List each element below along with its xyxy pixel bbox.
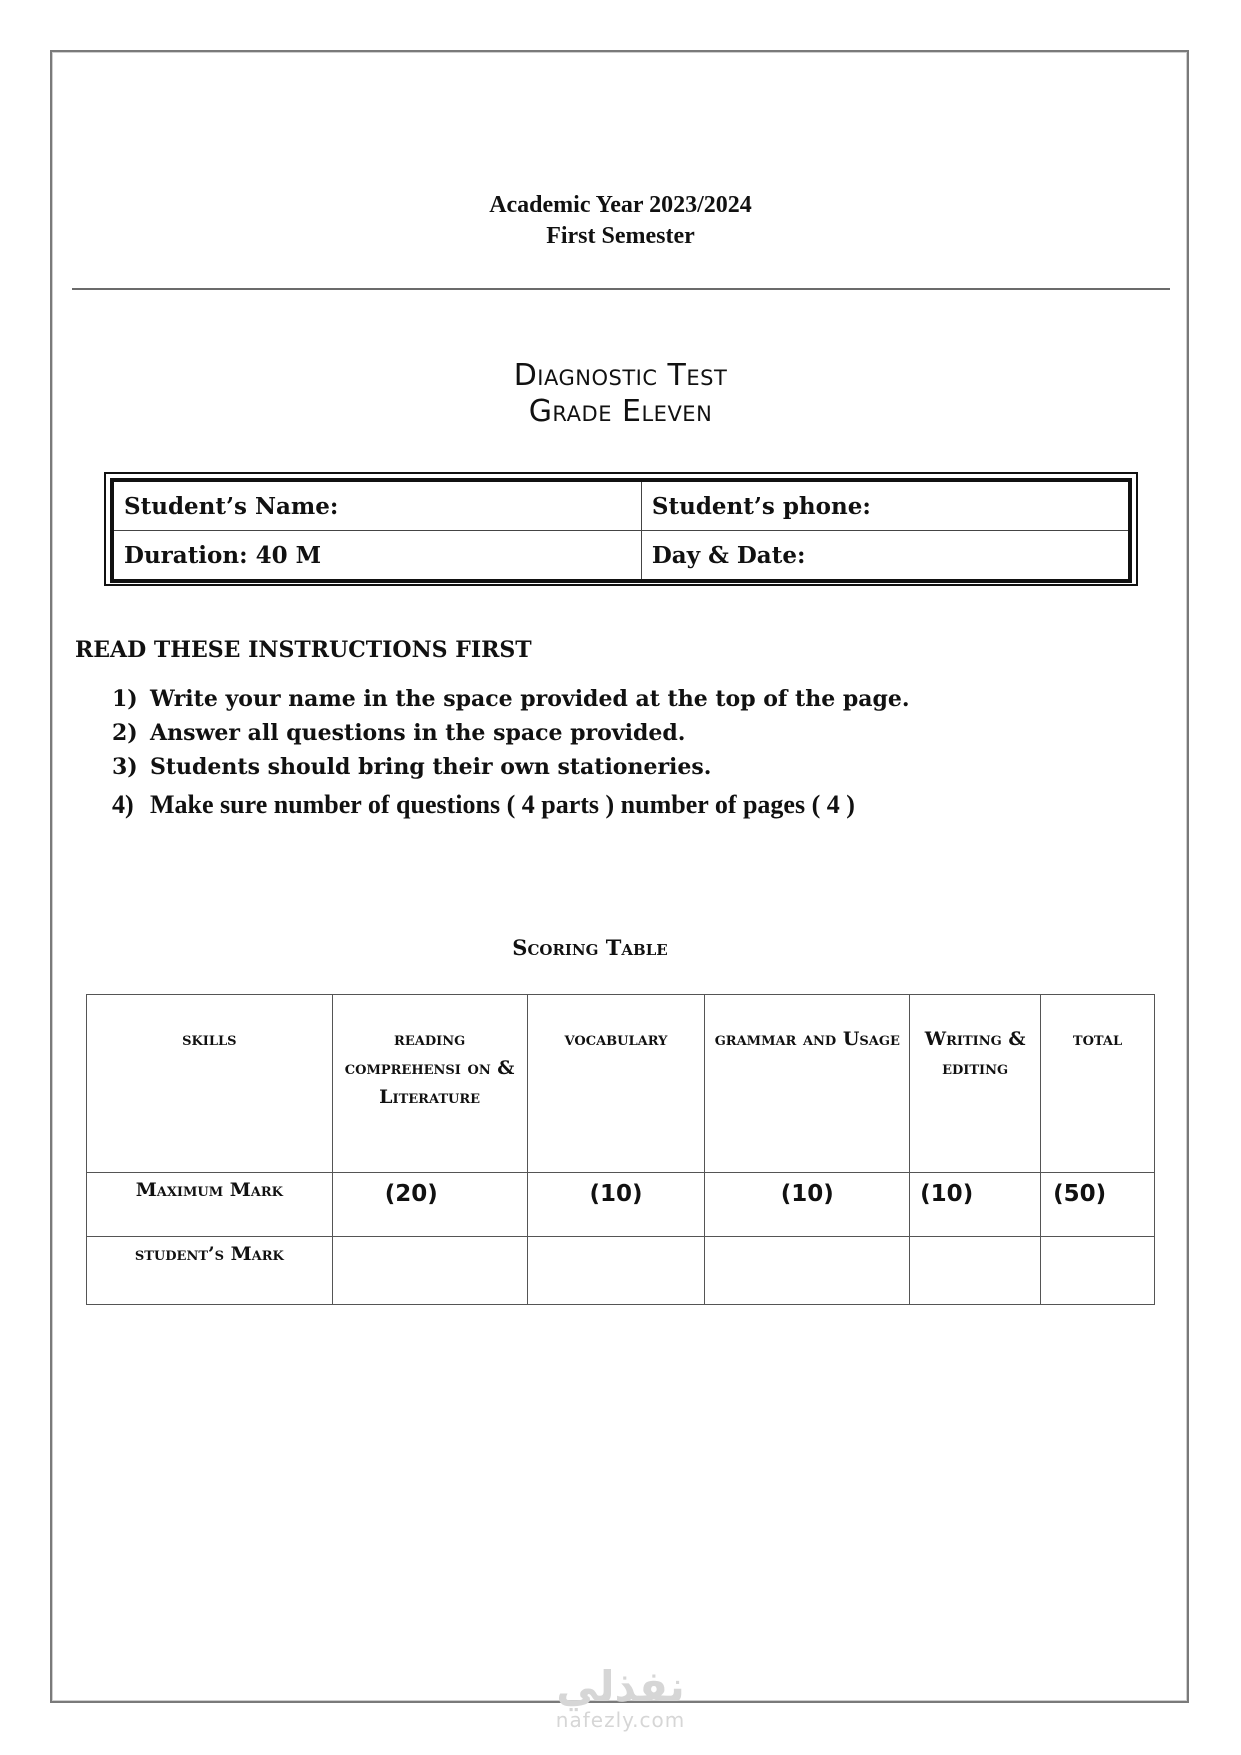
test-title: [0, 358, 1241, 430]
vocabulary-header: vocabulary: [527, 995, 705, 1173]
instructions-heading: READ THESE INSTRUCTIONS FIRST: [75, 637, 532, 663]
skills-header: skills: [87, 995, 333, 1173]
instruction-number: 1): [112, 686, 138, 712]
instruction-item: [112, 716, 910, 750]
reading-header: reading comprehensi on & Literature: [332, 995, 527, 1173]
instruction-item: [112, 682, 910, 716]
student-phone-field[interactable]: Student’s phone:: [641, 480, 1130, 531]
grammar-header: grammar and Usage: [705, 995, 910, 1173]
watermark-logo-text: نفذلي: [556, 1662, 685, 1711]
student-info-table: [110, 478, 1132, 583]
maximum-mark-row: [87, 1173, 1155, 1237]
student-name-field[interactable]: Student’s Name:: [112, 480, 641, 531]
watermark-url: nafezly.com: [555, 1708, 686, 1732]
academic-year: Academic Year 2023/2024: [489, 192, 752, 218]
max-grammar: (10): [705, 1173, 910, 1237]
info-row: [112, 531, 1130, 582]
student-mark-row: [87, 1237, 1155, 1305]
info-row: [112, 480, 1130, 531]
student-vocabulary-cell[interactable]: [527, 1237, 705, 1305]
max-reading: (20): [332, 1173, 527, 1237]
maximum-mark-label: Maximum Mark: [87, 1173, 333, 1237]
semester: First Semester: [546, 223, 695, 249]
student-grammar-cell[interactable]: [705, 1237, 910, 1305]
max-vocabulary: (10): [527, 1173, 705, 1237]
student-total-cell[interactable]: [1041, 1237, 1155, 1305]
scoring-header-row: [87, 995, 1155, 1173]
instruction-text: Students should bring their own stationeries.: [150, 754, 712, 780]
instructions-list: [112, 682, 910, 824]
instruction-item: [112, 784, 910, 824]
student-reading-cell[interactable]: [332, 1237, 527, 1305]
student-mark-label: student’s Mark: [87, 1237, 333, 1305]
watermark: [0, 1662, 1241, 1732]
test-name: Diagnostic Test: [513, 358, 728, 393]
instruction-item: [112, 750, 910, 784]
instruction-text: Write your name in the space provided at the top of the page.: [150, 686, 910, 712]
instruction-number: 3): [112, 754, 138, 780]
duration-field: Duration: 40 M: [112, 531, 641, 582]
scoring-table: [86, 994, 1155, 1305]
instruction-text: Make sure number of questions ( 4 parts ) number of pages ( 4 ): [150, 790, 855, 819]
student-writing-cell[interactable]: [910, 1237, 1041, 1305]
instruction-text: Answer all questions in the space provided.: [150, 720, 686, 746]
instruction-number: 2): [112, 720, 138, 746]
scoring-table-title: Scoring Table: [512, 935, 668, 960]
page-border: [50, 50, 1189, 1703]
grade-level: Grade Eleven: [528, 394, 713, 429]
writing-header: Writing & editing: [910, 995, 1041, 1173]
max-total: (50): [1041, 1173, 1155, 1237]
day-date-field[interactable]: Day & Date:: [641, 531, 1130, 582]
instruction-number: 4): [112, 790, 134, 819]
document-header: [0, 190, 1241, 252]
student-info-box: [104, 472, 1138, 586]
total-header: total: [1041, 995, 1155, 1173]
header-divider: [72, 288, 1170, 290]
max-writing: (10): [910, 1173, 1041, 1237]
